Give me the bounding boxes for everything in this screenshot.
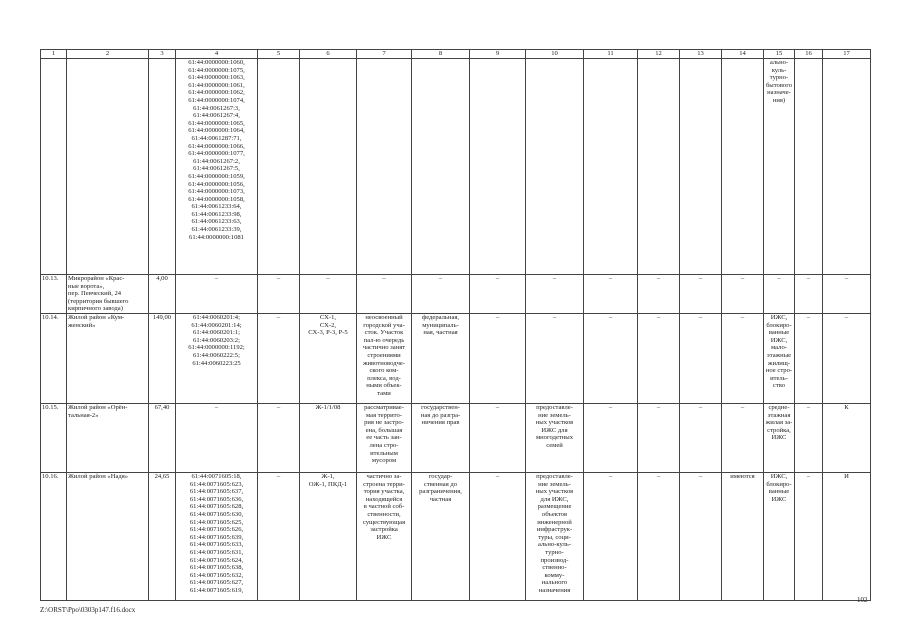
column-number: 11: [584, 50, 638, 59]
table-cell-col-1: 10.13.: [41, 275, 67, 314]
cell-text-line: ИЖС для: [541, 426, 568, 434]
cell-text-line: ственности,: [367, 510, 401, 518]
cell-text-line: ная, частная: [423, 329, 458, 337]
cell-text-line: пал-ю очередь: [363, 336, 405, 344]
cell-text-line: 61:44:0071605:631,: [189, 548, 244, 556]
column-number: 14: [722, 50, 764, 59]
table-cell-col-17: –: [823, 275, 871, 314]
cell-text-line: СХ-2,: [319, 321, 337, 329]
table-row: [41, 403, 871, 472]
table-cell-col-2: [67, 472, 149, 600]
table-cell-col-16: –: [795, 472, 823, 600]
cell-text-line: ние земель-: [538, 411, 571, 419]
cell-text-line: неосвоенный: [365, 313, 403, 321]
cell-text-line: 61:44:0061267:3,: [193, 104, 240, 112]
table-cell-col-9: –: [470, 403, 526, 472]
cell-text-line: блокиро-: [766, 480, 792, 488]
cell-text-line: жилая за-: [765, 419, 793, 427]
cell-text-line: 61:44:0000000:1192;: [188, 344, 245, 352]
cell-text-line: 61:44:0000000:1077,: [188, 150, 245, 158]
table-cell-col-1: [41, 59, 67, 275]
cell-text-line: предоставле-: [536, 472, 573, 480]
cell-text-line: 61:44:0060203:2;: [193, 336, 240, 344]
column-number: 6: [300, 50, 357, 59]
column-number: 17: [823, 50, 871, 59]
cell-text-line: 61:44:0060201:1;: [193, 329, 240, 337]
cell-text-line: ально-куль-: [538, 541, 571, 549]
cell-text-line: разграничения,: [419, 488, 462, 496]
table-cell-col-4: [176, 313, 258, 403]
cell-text-line: частично занят: [362, 344, 406, 352]
table-cell-col-14: –: [722, 403, 764, 472]
cell-text-line: Жилой район «Орён-: [68, 403, 128, 411]
column-number: 12: [638, 50, 680, 59]
table-cell-col-1: 10.14.: [41, 313, 67, 403]
table-cell-col-3: 24,65: [149, 472, 176, 600]
cell-text-line: 61:44:0071605:637,: [189, 488, 244, 496]
table-row: [41, 313, 871, 403]
cell-text-line: ная до разгра-: [420, 411, 461, 419]
cell-text-line: 61:44:0071605:626,: [189, 526, 244, 534]
cell-text-line: 61:44:0060223:25: [192, 359, 241, 367]
cell-text-line: тами: [377, 389, 391, 397]
cell-text-line: 61:44:0071605:638,: [189, 564, 244, 572]
cell-text-line: 61:44:0000000:1073,: [188, 188, 245, 196]
table-cell-col-2: [67, 275, 149, 314]
cell-text-line: ные ворота»,: [68, 282, 105, 290]
cell-text-line: рия не застро-: [364, 419, 404, 427]
cell-text-line: ванные: [768, 488, 790, 496]
column-number: 5: [258, 50, 300, 59]
table-cell-col-2: [67, 403, 149, 472]
cell-text-line: нального: [541, 579, 568, 587]
cell-text-line: инженерной: [537, 518, 572, 526]
table-cell-col-15: [764, 59, 795, 275]
table-cell-col-5: –: [258, 403, 300, 472]
table-cell-col-11: –: [584, 275, 638, 314]
cell-text-line: находящейся: [365, 495, 403, 503]
cell-text-line: федеральная,: [421, 313, 460, 321]
table-cell-col-4: –: [176, 275, 258, 314]
cell-text-line: ничения прав: [421, 419, 460, 427]
column-number: 13: [680, 50, 722, 59]
column-number: 9: [470, 50, 526, 59]
table-cell-col-4: –: [176, 403, 258, 472]
cell-text-line: 61:44:0000000:1058,: [188, 195, 245, 203]
table-cell-col-11: –: [584, 313, 638, 403]
cell-text-line: итель-: [770, 374, 788, 382]
cell-text-line: 61:44:0000000:1056,: [188, 180, 245, 188]
cell-text-line: ванные: [768, 329, 790, 337]
cell-text-line: ИЖС: [771, 495, 787, 503]
cell-text-line: этажные: [766, 351, 792, 359]
cell-text-line: (территория бывшего: [68, 297, 129, 305]
cell-text-line: 61:44:0071605:627,: [189, 579, 244, 587]
cell-text-line: 61:44:0061267:2,: [193, 157, 240, 165]
cell-text-line: ственно-: [542, 564, 567, 572]
cell-text-line: лена стро-: [369, 441, 399, 449]
table-cell-col-5: –: [258, 313, 300, 403]
table-cell-col-7: –: [357, 275, 412, 314]
cell-text-line: государ-: [428, 472, 453, 480]
table-cell-col-11: [584, 59, 638, 275]
cell-text-line: 61:44:0060201:14;: [191, 321, 242, 329]
cell-text-line: мало-: [771, 344, 787, 352]
table-cell-col-5: –: [258, 472, 300, 600]
cell-text-line: 61:44:0061233:63,: [191, 218, 242, 226]
cell-text-line: комму-: [544, 571, 565, 579]
table-cell-col-9: –: [470, 472, 526, 600]
table-cell-col-13: [680, 59, 722, 275]
table-cell-col-12: –: [638, 275, 680, 314]
table-cell-col-17: К: [823, 403, 871, 472]
cell-text-line: 61:44:0061267:5,: [193, 165, 240, 173]
cell-text-line: 61:44:0071605:619,: [189, 586, 244, 594]
cell-text-line: 61:44:0071605:639,: [189, 533, 244, 541]
cell-text-line: кирпичного завода): [68, 305, 123, 313]
table-cell-col-14: –: [722, 275, 764, 314]
cell-text-line: куль-: [771, 66, 787, 74]
cell-text-line: 61:44:0071605:630,: [189, 510, 244, 518]
cell-text-line: 61:44:0000000:1066,: [188, 142, 245, 150]
table-cell-col-6: –: [300, 275, 357, 314]
table-cell-col-13: –: [680, 313, 722, 403]
table-cell-col-11: –: [584, 403, 638, 472]
cell-text-line: ние земель-: [538, 480, 571, 488]
cell-text-line: частично за-: [366, 472, 402, 480]
table-cell-col-13: –: [680, 472, 722, 600]
cell-text-line: 61:44:0000000:1062,: [188, 89, 245, 97]
cell-text-line: ительным: [370, 449, 398, 457]
column-number: 3: [149, 50, 176, 59]
cell-text-line: многодетных: [535, 434, 574, 442]
table-cell-col-15: [764, 403, 795, 472]
cell-text-line: ОЖ-1, ПКД-1: [308, 480, 348, 488]
table-cell-col-8: [412, 59, 470, 275]
table-cell-col-16: –: [795, 403, 823, 472]
cell-text-line: назначе-: [767, 89, 791, 97]
cell-text-line: Ж-1,: [321, 472, 335, 480]
cell-text-line: ально-: [769, 59, 789, 66]
cell-text-line: 61:44:0000000:1074,: [188, 96, 245, 104]
column-number: 1: [41, 50, 67, 59]
cell-text-line: турно-: [545, 548, 564, 556]
column-number: 2: [67, 50, 149, 59]
cell-text-line: СХ-1,: [319, 313, 337, 321]
column-number: 8: [412, 50, 470, 59]
cell-text-line: этажная: [767, 411, 791, 419]
table-cell-col-14: [722, 59, 764, 275]
table-cell-col-15: –: [764, 275, 795, 314]
table-row: [41, 275, 871, 314]
cell-text-line: 61:44:0061233:98,: [191, 210, 242, 218]
cell-text-line: 61:44:0000000:1063,: [188, 74, 245, 82]
table-cell-col-5: –: [258, 275, 300, 314]
cell-text-line: 61:44:0000000:1059,: [188, 172, 245, 180]
table-cell-col-12: –: [638, 403, 680, 472]
cell-text-line: тория участка,: [363, 488, 405, 496]
cell-text-line: объектов: [541, 510, 568, 518]
cell-text-line: 61:44:0000000:1075,: [188, 66, 245, 74]
cell-text-line: застройка: [370, 526, 398, 534]
table-cell-col-17: [823, 59, 871, 275]
table-cell-col-6: [300, 313, 357, 403]
cell-text-line: 61:44:0000000:1081: [189, 233, 244, 241]
table-cell-col-16: –: [795, 275, 823, 314]
table-cell-col-3: 149,00: [149, 313, 176, 403]
table-cell-col-14: имеются: [722, 472, 764, 600]
cell-text-line: плекса, вод-: [367, 374, 401, 382]
table-cell-col-10: [526, 59, 584, 275]
table-cell-col-9: –: [470, 313, 526, 403]
cell-text-line: государствен-: [421, 403, 460, 411]
document-table: [40, 49, 871, 601]
table-cell-col-6: Ж-1/1/08: [300, 403, 357, 472]
table-cell-col-4: [176, 59, 258, 275]
column-number: 7: [357, 50, 412, 59]
column-number: 15: [764, 50, 795, 59]
table-cell-col-12: [638, 59, 680, 275]
cell-text-line: турно-: [769, 74, 789, 82]
cell-text-line: ния): [772, 96, 786, 104]
cell-text-line: блокиро-: [766, 321, 792, 329]
cell-text-line: частная: [429, 495, 452, 503]
table-cell-col-15: [764, 313, 795, 403]
cell-text-line: 61:44:0071605:633,: [189, 541, 244, 549]
cell-text-line: строениями: [367, 351, 401, 359]
cell-text-line: ИЖС,: [770, 313, 788, 321]
table-cell-col-9: –: [470, 275, 526, 314]
cell-text-line: 61:44:0071605:632,: [189, 571, 244, 579]
cell-text-line: мусором: [371, 457, 397, 465]
table-cell-col-7: [357, 403, 412, 472]
cell-text-line: женский»: [68, 321, 96, 329]
cell-text-line: 61:44:0060201:4;: [193, 313, 240, 321]
table-cell-col-12: –: [638, 472, 680, 600]
column-number: 16: [795, 50, 823, 59]
table-cell-col-6: [300, 59, 357, 275]
footer-file-path: Z:\ORST\Ppo\0303p147.f16.docx: [40, 606, 136, 614]
column-number-row: [41, 50, 871, 59]
cell-text-line: ство: [772, 382, 786, 390]
cell-text-line: ственная до: [423, 480, 458, 488]
page-number: 102: [857, 596, 868, 604]
column-number: 4: [176, 50, 258, 59]
table-cell-col-16: –: [795, 313, 823, 403]
cell-text-line: существующая: [362, 518, 406, 526]
table-cell-col-2: [67, 313, 149, 403]
table-cell-col-11: –: [584, 472, 638, 600]
column-number: 10: [526, 50, 584, 59]
table-cell-col-7: [357, 472, 412, 600]
table-row: [41, 59, 871, 275]
cell-text-line: туры, соци-: [538, 533, 571, 541]
table-row: [41, 472, 871, 600]
table-cell-col-8: –: [412, 275, 470, 314]
table-cell-col-13: –: [680, 275, 722, 314]
cell-text-line: стройка,: [767, 426, 791, 434]
cell-text-line: ных участков: [535, 488, 574, 496]
cell-text-line: Жилой район «Надя»: [68, 472, 129, 480]
cell-text-line: 61:44:0000000:1061,: [188, 81, 245, 89]
table-cell-col-10: –: [526, 313, 584, 403]
table-cell-col-13: –: [680, 403, 722, 472]
cell-text-line: 61:44:0061233:64,: [191, 203, 242, 211]
cell-text-line: сток. Участок: [364, 329, 404, 337]
table-cell-col-3: 67,40: [149, 403, 176, 472]
table-cell-col-5: [258, 59, 300, 275]
cell-text-line: тальная-2»: [68, 411, 99, 419]
cell-text-line: инфраструк-: [536, 526, 573, 534]
table-cell-col-4: [176, 472, 258, 600]
cell-text-line: 61:44:0000000:1060,: [188, 59, 245, 66]
cell-text-line: ского ком-: [369, 367, 399, 375]
table-cell-col-10: [526, 403, 584, 472]
cell-text-line: 61:44:0071605:628,: [189, 503, 244, 511]
cell-text-line: городской уча-: [363, 321, 405, 329]
table-cell-col-12: –: [638, 313, 680, 403]
cell-text-line: ее часть зан-: [366, 434, 402, 442]
cell-text-line: предоставле-: [536, 403, 573, 411]
cell-text-line: 61:44:0071605:18,: [191, 472, 242, 480]
table-cell-col-2: [67, 59, 149, 275]
cell-text-line: ИЖС,: [770, 472, 788, 480]
cell-text-line: ена, большая: [365, 426, 403, 434]
cell-text-line: бытового: [765, 81, 793, 89]
cell-text-line: муниципаль-: [422, 321, 459, 329]
cell-text-line: мая террито-: [366, 411, 402, 419]
cell-text-line: ное стро-: [765, 367, 793, 375]
cell-text-line: размещение: [537, 503, 572, 511]
cell-text-line: 61:44:0000000:1064,: [188, 127, 245, 135]
cell-text-line: 61:44:0071605:624,: [189, 556, 244, 564]
table-cell-col-10: [526, 472, 584, 600]
cell-text-line: ИЖС,: [770, 336, 788, 344]
cell-text-line: Микрорайон «Крас-: [68, 275, 125, 282]
table-cell-col-3: 4,00: [149, 275, 176, 314]
table-cell-col-9: [470, 59, 526, 275]
cell-text-line: 61:44:0071605:623,: [189, 480, 244, 488]
cell-text-line: назначения: [538, 586, 571, 594]
cell-text-line: 61:44:0061287:71,: [191, 134, 242, 142]
table-body: [41, 50, 871, 601]
cell-text-line: для ИЖС,: [540, 495, 569, 503]
cell-text-line: Жилой район «Кум-: [68, 313, 125, 321]
table-cell-col-14: –: [722, 313, 764, 403]
cell-text-line: средне-: [768, 403, 790, 411]
cell-text-line: в частной соб-: [363, 503, 405, 511]
cell-text-line: 61:44:0071605:636,: [189, 495, 244, 503]
cell-text-line: рассматривае-: [364, 403, 404, 411]
table-cell-col-7: [357, 313, 412, 403]
cell-text-line: строена терри-: [363, 480, 405, 488]
cell-text-line: СХ-3, Р-3, Р-5: [308, 329, 348, 337]
table-cell-col-17: И: [823, 472, 871, 600]
cell-text-line: ных участков: [535, 419, 574, 427]
table-cell-col-1: 10.16.: [41, 472, 67, 600]
cell-text-line: семей: [546, 441, 563, 449]
table-cell-col-8: [412, 403, 470, 472]
table-cell-col-16: [795, 59, 823, 275]
table-cell-col-10: –: [526, 275, 584, 314]
table-cell-col-8: [412, 313, 470, 403]
cell-text-line: жилищ-: [767, 359, 791, 367]
cell-text-line: пер. Певческий, 24: [68, 290, 122, 298]
cell-text-line: ИЖС: [376, 533, 392, 541]
table-cell-col-8: [412, 472, 470, 600]
cell-text-line: 61:44:0071605:625,: [189, 518, 244, 526]
table-cell-col-1: 10.15.: [41, 403, 67, 472]
table-cell-col-15: [764, 472, 795, 600]
table-cell-col-6: [300, 472, 357, 600]
table-cell-col-3: [149, 59, 176, 275]
cell-text-line: ными объек-: [366, 382, 402, 390]
cell-text-line: 61:44:0060222:5;: [193, 351, 240, 359]
cell-text-line: ИЖС: [771, 434, 787, 442]
table-cell-col-17: –: [823, 313, 871, 403]
cell-text-line: 61:44:0000000:1065,: [188, 119, 245, 127]
cell-text-line: животноводче-: [362, 359, 406, 367]
cell-text-line: 61:44:0061267:4,: [193, 112, 240, 120]
cell-text-line: 61:44:0061233:39,: [191, 226, 242, 234]
cell-text-line: производ-: [540, 556, 569, 564]
table-cell-col-7: [357, 59, 412, 275]
